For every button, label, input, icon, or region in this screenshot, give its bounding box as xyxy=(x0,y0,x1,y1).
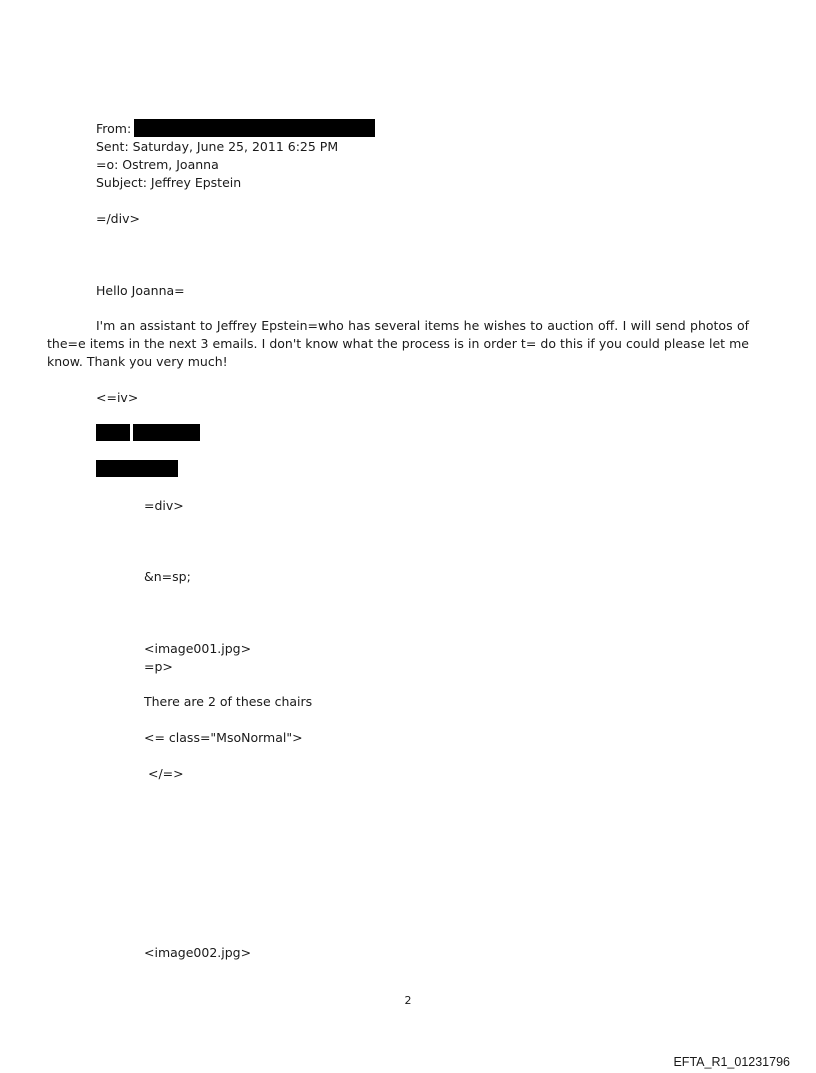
sent-line: Sent: Saturday, June 25, 2011 6:25 PM xyxy=(96,139,339,154)
close-tag-artifact: </=> xyxy=(144,766,184,781)
nbsp-artifact: &n=sp; xyxy=(144,569,191,584)
div-tag-artifact: <=iv> xyxy=(96,390,139,405)
class-tag-artifact: <= class="MsoNormal"> xyxy=(144,730,303,745)
p-tag-artifact: =p> xyxy=(144,659,173,674)
chairs-note: There are 2 of these chairs xyxy=(144,694,313,709)
from-label: From: xyxy=(96,121,132,136)
redaction-signature-title xyxy=(96,460,178,477)
redaction-signature-last xyxy=(133,424,200,441)
div-close-artifact: =/div> xyxy=(96,211,140,226)
subject-line: Subject: Jeffrey Epstein xyxy=(96,175,242,190)
greeting-line: Hello Joanna= xyxy=(96,283,185,298)
image-attachment-2: <image002.jpg> xyxy=(144,945,252,960)
image-attachment-1: <image001.jpg> xyxy=(144,641,252,656)
redaction-signature-first xyxy=(96,424,130,441)
message-paragraph: I'm an assistant to Jeffrey Epstein=who has several items he wishes to auction off. I will send photos of the=e items in the next 3 emails. I don't know what the process is in order t= do this if you could please let me know. Thank you very much! xyxy=(47,318,749,369)
bates-number: EFTA_R1_01231796 xyxy=(673,1055,790,1069)
redaction-from-address xyxy=(134,119,375,137)
page-number: 2 xyxy=(404,994,412,1007)
to-line: =o: Ostrem, Joanna xyxy=(96,157,219,172)
div-open-artifact: =div> xyxy=(144,498,184,513)
